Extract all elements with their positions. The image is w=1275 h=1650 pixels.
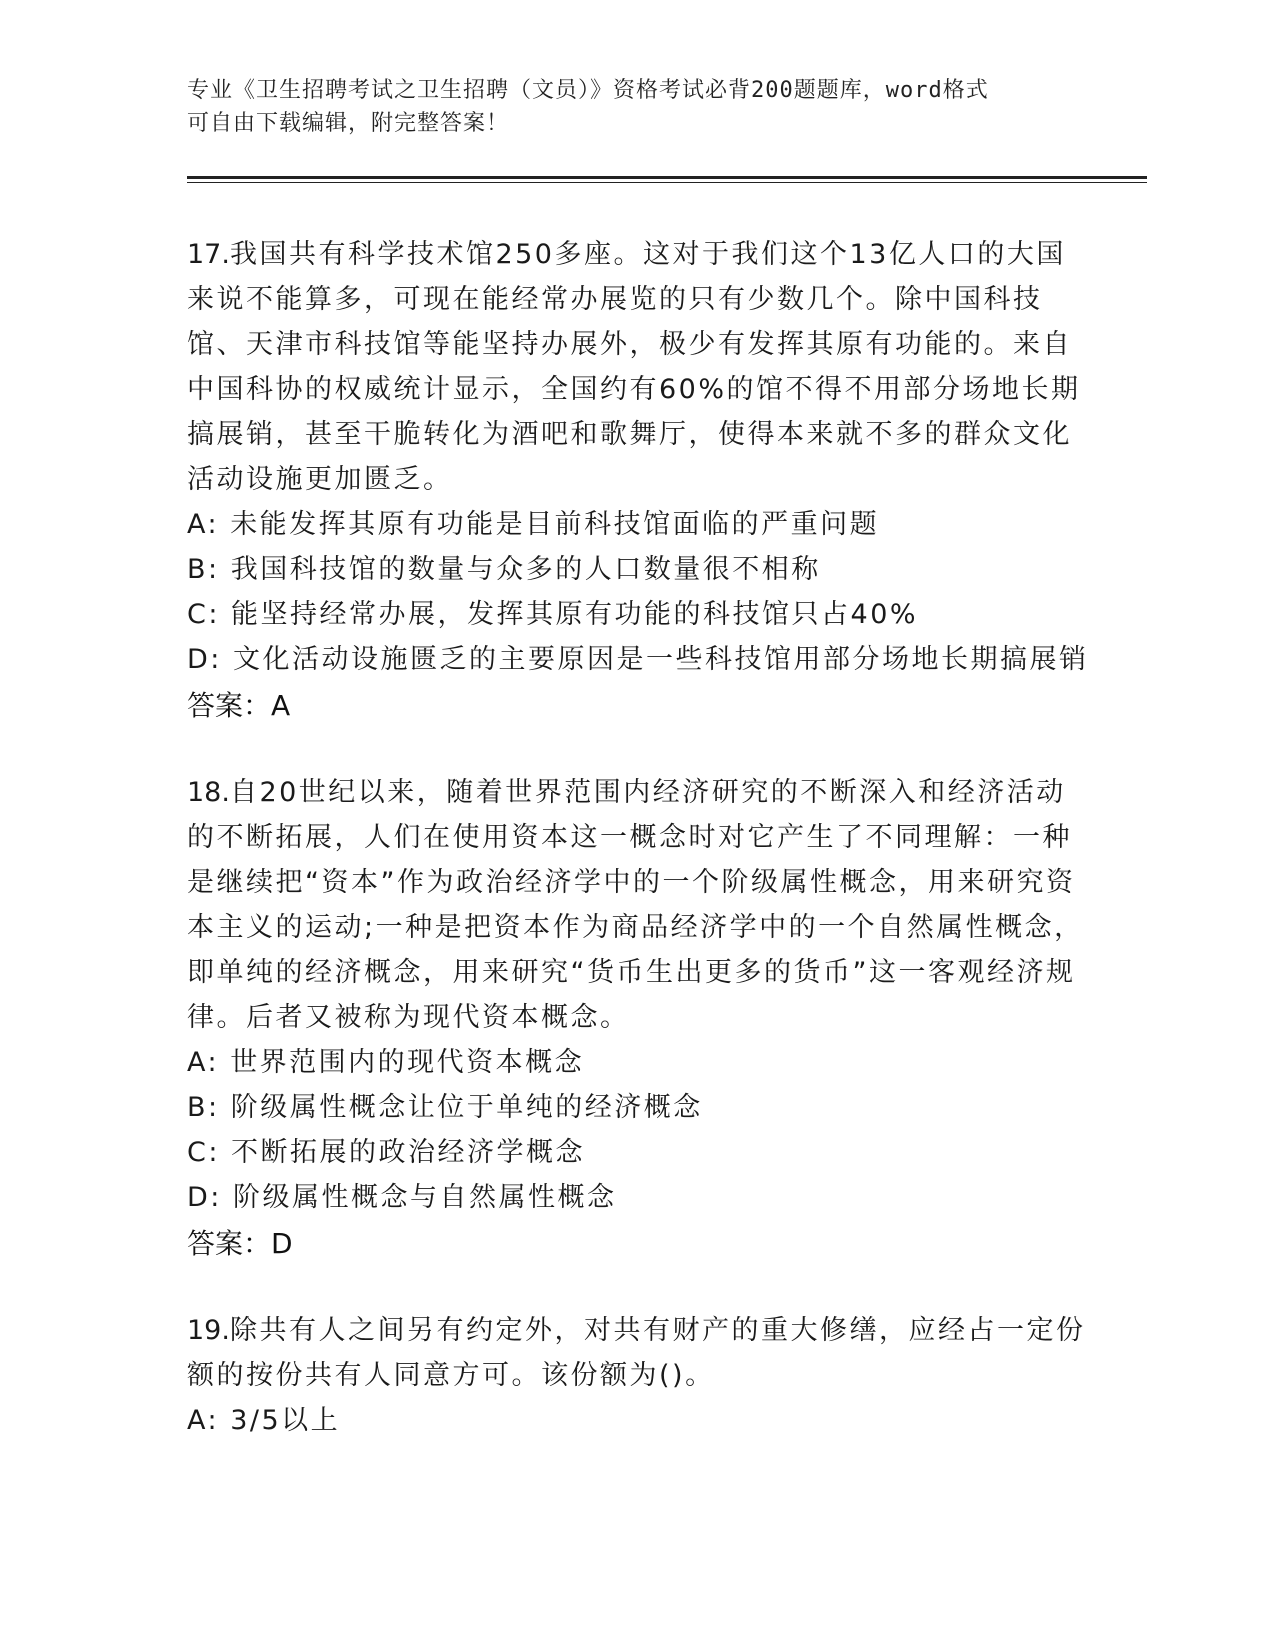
option-d [187,637,1087,682]
option-text: 文化活动设施匮乏的主要原因是一些科技馆用部分场地长期搞展销 [232,644,1089,675]
option-key: A: [187,1405,220,1436]
question-list [187,232,1087,1484]
option-key: B: [187,1092,220,1123]
header-line-1: 专业《卫生招聘考试之卫生招聘（文员）》资格考试必背200题题库，word格式 [187,78,989,103]
option-text: 我国科技馆的数量与众多的人口数量很不相称 [230,554,821,585]
option-text: 能坚持经常办展，发挥其原有功能的科技馆只占40% [231,599,919,630]
question-text: 我国共有科学技术馆250多座。这对于我们这个13亿人口的大国来说不能算多，可现在能经常办展览的只有少数几个。除中国科技馆、天津市科技馆等能坚持办展外，极少有发挥其原有功能的。来自中国科协的权威统计显示，全国约有60%的馆不得不用部分场地长期搞展销，甚至干脆转化为酒吧和歌舞厅，使得本来就不多的群众文化活动设施更加匮乏。 [187,239,1081,495]
option-key: C: [187,599,220,630]
option-text: 不断拓展的政治经济学概念 [231,1137,586,1168]
question-18 [187,770,1087,1267]
question-text: 除共有人之间另有约定外，对共有财产的重大修缮，应经占一定份额的按份共有人同意方可。该份额为()。 [187,1315,1086,1391]
option-a [187,1040,1087,1085]
header-line-2: 可自由下载编辑，附完整答案！ [187,111,510,136]
header-divider-thick [187,176,1147,179]
answer-line: 答案：D [187,1227,293,1260]
option-key: D: [187,1182,222,1213]
option-key: A: [187,509,220,540]
option-text: 阶级属性概念让位于单纯的经济概念 [230,1092,703,1123]
option-c [187,592,1087,637]
option-a [187,1398,1087,1443]
question-number: 18. [187,777,230,808]
question-stem [187,770,1087,1040]
question-19 [187,1308,1087,1443]
question-stem [187,232,1087,502]
question-17 [187,232,1087,729]
option-key: B: [187,554,220,585]
answer-line: 答案：A [187,689,291,722]
option-text: 3/5以上 [230,1405,341,1436]
question-stem [187,1308,1087,1398]
option-d [187,1175,1087,1220]
document-header [187,74,1087,140]
option-c [187,1130,1087,1175]
option-key: C: [187,1137,220,1168]
option-a [187,502,1087,547]
option-b [187,547,1087,592]
option-key: D: [187,644,222,675]
option-text: 阶级属性概念与自然属性概念 [232,1182,617,1213]
question-number: 17. [187,239,230,270]
option-text: 未能发挥其原有功能是目前科技馆面临的严重问题 [230,509,880,540]
question-text: 自20世纪以来，随着世界范围内经济研究的不断深入和经济活动的不断拓展，人们在使用资本这一概念时对它产生了不同理解：一种是继续把“资本”作为政治经济学中的一个阶级属性概念，用来研究资本主义的运动;一种是把资本作为商品经济学中的一个自然属性概念，即单纯的经济概念，用来研究“货币生出更多的货币”这一客观经济规律。后者又被称为现代资本概念。 [187,777,1084,1033]
option-b [187,1085,1087,1130]
option-text: 世界范围内的现代资本概念 [230,1047,585,1078]
question-number: 19. [187,1315,230,1346]
header-divider-thin [187,182,1147,183]
option-key: A: [187,1047,220,1078]
